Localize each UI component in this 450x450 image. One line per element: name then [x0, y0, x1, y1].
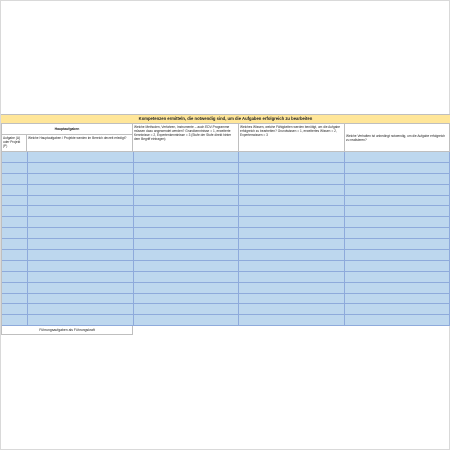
- table-cell[interactable]: [345, 228, 450, 239]
- group-title: Hauptaufgaben: [1, 124, 133, 135]
- table-row: [2, 283, 450, 294]
- table-cell[interactable]: [345, 196, 450, 207]
- table-row: [2, 196, 450, 207]
- table-row: [2, 163, 450, 174]
- table-cell[interactable]: [239, 152, 345, 163]
- header-main-tasks: Welche Hauptaufgaben / Projekte werden im Bereich derzeit erledigt?: [27, 135, 133, 152]
- header-knowledge: Welches Wissen, welche Fähigkeiten werden benötigt, um die Aufgabe erfolgreich zu bearbeiten? Grundwissen = 1, erweitertes Wissen = 2, Expertenwissen = 3: [239, 124, 345, 152]
- table-cell[interactable]: [2, 261, 28, 272]
- table-cell[interactable]: [2, 185, 28, 196]
- table-row: [2, 315, 450, 326]
- table-cell[interactable]: [2, 152, 28, 163]
- table-row: [2, 206, 450, 217]
- table-cell[interactable]: [239, 315, 345, 326]
- table-cell[interactable]: [2, 294, 28, 305]
- table-cell[interactable]: [2, 196, 28, 207]
- table-cell[interactable]: [345, 206, 450, 217]
- table-cell[interactable]: [345, 294, 450, 305]
- table-cell[interactable]: [345, 304, 450, 315]
- table-cell[interactable]: [239, 261, 345, 272]
- table-cell[interactable]: [239, 163, 345, 174]
- table-row: [2, 185, 450, 196]
- table-cell[interactable]: [2, 304, 28, 315]
- table-cell[interactable]: [134, 304, 240, 315]
- table-cell[interactable]: [134, 217, 240, 228]
- table-cell[interactable]: [134, 174, 240, 185]
- table-row: [2, 272, 450, 283]
- table-cell[interactable]: [134, 152, 240, 163]
- table-row: [2, 152, 450, 163]
- table-cell[interactable]: [2, 239, 28, 250]
- table-cell[interactable]: [345, 283, 450, 294]
- table-cell[interactable]: [28, 174, 134, 185]
- table-cell[interactable]: [239, 304, 345, 315]
- table-cell[interactable]: [239, 272, 345, 283]
- table-cell[interactable]: [2, 163, 28, 174]
- table-cell[interactable]: [345, 315, 450, 326]
- table-cell[interactable]: [239, 185, 345, 196]
- table-cell[interactable]: [345, 174, 450, 185]
- table-cell[interactable]: [134, 163, 240, 174]
- table-cell[interactable]: [345, 217, 450, 228]
- table-cell[interactable]: [345, 261, 450, 272]
- table-row: [2, 239, 450, 250]
- group-subheaders: [1, 135, 133, 152]
- table-cell[interactable]: [2, 272, 28, 283]
- table-cell[interactable]: [28, 250, 134, 261]
- table-cell[interactable]: [239, 250, 345, 261]
- table-cell[interactable]: [2, 217, 28, 228]
- footer-label: Führungsaufgaben als Führungskraft: [1, 326, 133, 335]
- table-cell[interactable]: [134, 206, 240, 217]
- table-cell[interactable]: [2, 206, 28, 217]
- table-cell[interactable]: [28, 239, 134, 250]
- table-cell[interactable]: [28, 272, 134, 283]
- table-cell[interactable]: [2, 250, 28, 261]
- table-cell[interactable]: [2, 315, 28, 326]
- table-body: [1, 152, 450, 326]
- table-cell[interactable]: [28, 304, 134, 315]
- footer-row: [1, 326, 450, 335]
- table-cell[interactable]: [28, 196, 134, 207]
- table-cell[interactable]: [28, 152, 134, 163]
- table-cell[interactable]: [2, 228, 28, 239]
- table-cell[interactable]: [134, 185, 240, 196]
- competency-sheet: [1, 114, 450, 335]
- table-cell[interactable]: [239, 174, 345, 185]
- table-cell[interactable]: [28, 185, 134, 196]
- table-cell[interactable]: [239, 217, 345, 228]
- table-cell[interactable]: [28, 283, 134, 294]
- table-cell[interactable]: [345, 152, 450, 163]
- header-task-type: Aufgabe (A) oder Projekt (P): [1, 135, 27, 152]
- table-cell[interactable]: [2, 174, 28, 185]
- table-cell[interactable]: [134, 250, 240, 261]
- table-cell[interactable]: [345, 272, 450, 283]
- table-row: [2, 228, 450, 239]
- table-cell[interactable]: [134, 239, 240, 250]
- table-cell[interactable]: [134, 283, 240, 294]
- table-cell[interactable]: [2, 283, 28, 294]
- header-row: [1, 124, 450, 152]
- table-row: [2, 261, 450, 272]
- table-cell[interactable]: [345, 163, 450, 174]
- table-cell[interactable]: [239, 206, 345, 217]
- table-cell[interactable]: [134, 261, 240, 272]
- table-row: [2, 304, 450, 315]
- table-cell[interactable]: [345, 250, 450, 261]
- table-row: [2, 294, 450, 305]
- table-cell[interactable]: [134, 272, 240, 283]
- table-cell[interactable]: [134, 228, 240, 239]
- table-cell[interactable]: [345, 239, 450, 250]
- table-cell[interactable]: [239, 283, 345, 294]
- table-cell[interactable]: [28, 206, 134, 217]
- table-cell[interactable]: [28, 217, 134, 228]
- header-behaviour: [345, 124, 450, 152]
- table-cell[interactable]: [134, 196, 240, 207]
- table-cell[interactable]: [134, 315, 240, 326]
- table-cell[interactable]: [28, 163, 134, 174]
- table-row: [2, 174, 450, 185]
- table-cell[interactable]: [28, 261, 134, 272]
- table-row: [2, 217, 450, 228]
- table-cell[interactable]: [28, 315, 134, 326]
- table-row: [2, 250, 450, 261]
- hauptaufgaben-group: [1, 124, 133, 152]
- table-cell[interactable]: [239, 228, 345, 239]
- table-cell[interactable]: [345, 185, 450, 196]
- table-cell[interactable]: [134, 294, 240, 305]
- sheet-title-banner: Kompetenzen ermitteln, die notwendig sind, um die Aufgaben erfolgreich zu bearbeiten: [1, 114, 450, 124]
- table-cell[interactable]: [239, 239, 345, 250]
- table-cell[interactable]: [239, 294, 345, 305]
- table-cell[interactable]: [28, 228, 134, 239]
- header-behaviour-text: Welche Verhalten ist unbedingt notwendig, um die Aufgabe erfolgreich zu realisieren?: [346, 133, 445, 142]
- header-methods: Welche Methoden, Verfahren, Instrumente – auch EDV-Programme müssen dazu angewendet werden? Grundkenntnisse = 1, erweiterte Kenntnisse = 2, Expertenkenntnisse = 3 (Stufe der Stufe direkt hinter dem Begriff eintragen): [133, 124, 239, 152]
- table-cell[interactable]: [28, 294, 134, 305]
- table-cell[interactable]: [239, 196, 345, 207]
